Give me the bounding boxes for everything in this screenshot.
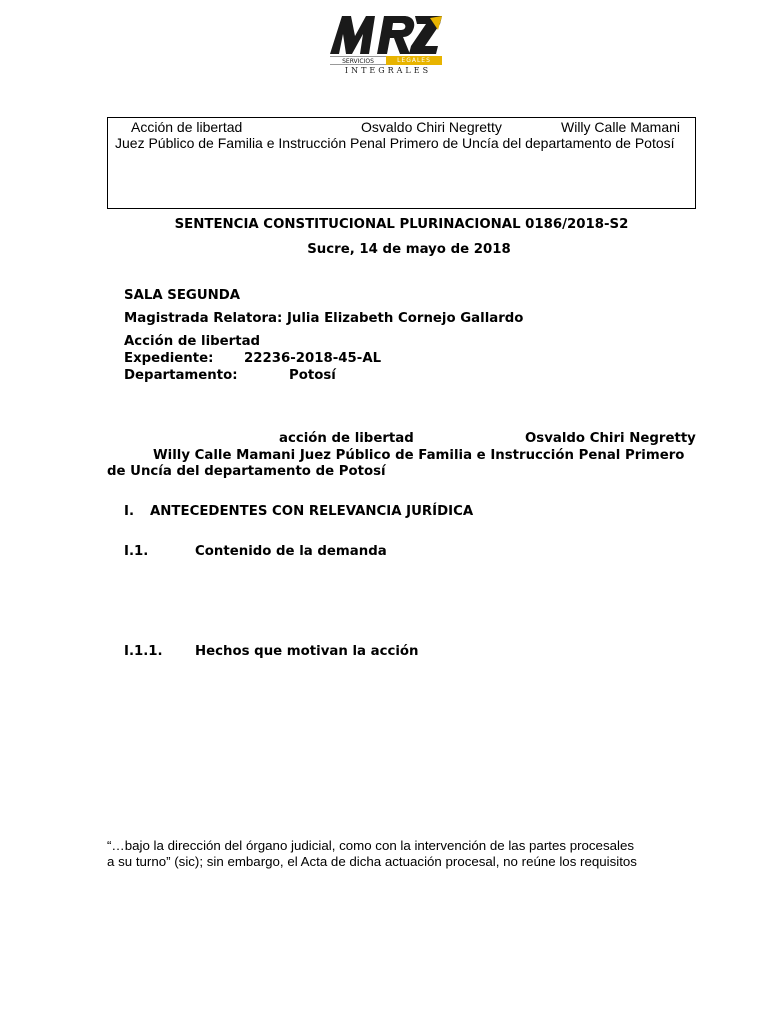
intro-accion: acción de libertad	[279, 431, 414, 446]
sala-label: SALA SEGUNDA	[124, 288, 241, 303]
defendant-name: Willy Calle Mamani	[561, 119, 681, 135]
intro-line2: Willy Calle Mamani Juez Público de Familia e Instrucción Penal Primero	[153, 448, 685, 463]
section-1-1-1-number: I.1.1.	[124, 644, 163, 659]
case-type: Acción de libertad	[131, 119, 243, 135]
logo-band	[330, 56, 442, 65]
logo-band-right: LEGALES	[386, 56, 442, 65]
departamento-value: Potosí	[289, 368, 336, 383]
logo-band-left: SERVICIOS	[330, 56, 386, 65]
plaintiff-name: Osvaldo Chiri Negretty	[361, 119, 502, 135]
mrz-letters-icon	[322, 10, 448, 58]
sentence-title: SENTENCIA CONSTITUCIONAL PLURINACIONAL 0186/2018-S2	[174, 217, 629, 232]
section-1-number: I.	[124, 504, 134, 519]
section-1-1-1-title: Hechos que motivan la acción	[195, 644, 419, 659]
section-1-title: ANTECEDENTES CON RELEVANCIA JURÍDICA	[150, 504, 474, 519]
departamento-label: Departamento:	[124, 368, 238, 383]
quote-line2: a su turno” (sic); sin embargo, el Acta de dicha actuación procesal, no reúne los requisitos	[107, 854, 637, 869]
expediente-label: Expediente:	[124, 351, 214, 366]
case-header-line1	[108, 119, 695, 135]
case-header-box	[107, 117, 696, 209]
section-1-1-title: Contenido de la demanda	[195, 544, 387, 559]
intro-plaintiff: Osvaldo Chiri Negretty	[525, 431, 696, 446]
court-name: Juez Público de Familia e Instrucción Penal Primero de Uncía del departamento de Potosí	[115, 135, 675, 151]
logo-word: INTEGRALES	[344, 66, 432, 75]
accion-label: Acción de libertad	[124, 334, 261, 349]
intro-line3: de Uncía del departamento de Potosí	[107, 464, 386, 479]
quote-line1: “…bajo la dirección del órgano judicial, como con la intervención de las partes procesales	[107, 838, 634, 853]
quote-paragraph	[107, 838, 707, 870]
expediente-value: 22236-2018-45-AL	[244, 351, 382, 366]
magistrada-label: Magistrada Relatora: Julia Elizabeth Cornejo Gallardo	[124, 311, 524, 326]
mrz-logo	[322, 10, 448, 78]
sentence-date: Sucre, 14 de mayo de 2018	[307, 242, 511, 257]
section-1-1-number: I.1.	[124, 544, 149, 559]
